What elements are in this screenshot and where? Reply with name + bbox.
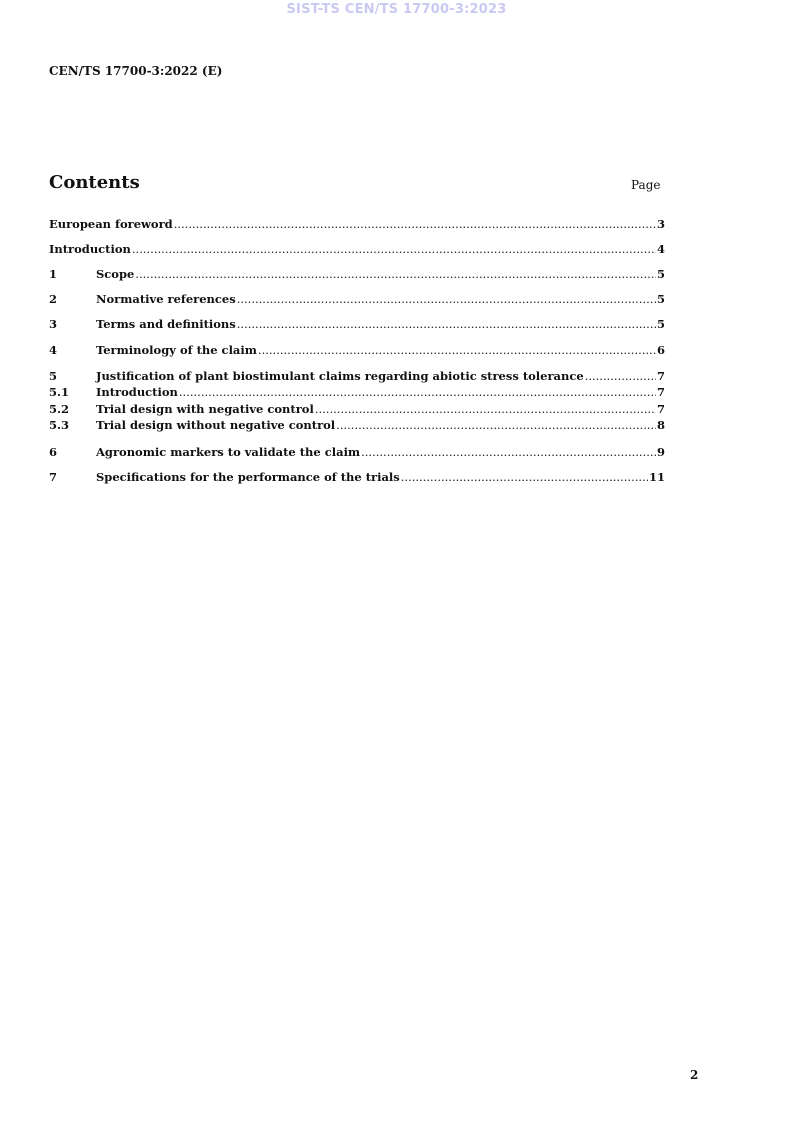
toc-entry-6[interactable]: [49, 444, 665, 460]
toc-entry-3[interactable]: [49, 316, 665, 332]
toc-dot-leader: [361, 444, 656, 460]
toc-entry-number: 5.3: [49, 418, 70, 432]
toc-entry-page: 7: [656, 402, 665, 416]
toc-dot-leader: [237, 291, 656, 307]
toc-entry-number: 5: [49, 369, 58, 383]
toc-entry-page: 9: [656, 445, 665, 459]
toc-entry-number: 1: [49, 267, 58, 281]
toc-dot-leader: [179, 384, 656, 400]
toc-entry-page: 8: [656, 418, 665, 432]
toc-entry-2[interactable]: [49, 291, 665, 307]
watermark-text: SIST-TS CEN/TS 17700-3:2023: [286, 2, 507, 17]
toc-dot-leader: [401, 469, 648, 485]
toc-entry-5-3[interactable]: [49, 417, 665, 433]
toc-entry-7[interactable]: [49, 469, 665, 485]
toc-entry-number: 7: [49, 470, 58, 484]
toc-entry-page: 6: [656, 343, 665, 357]
toc-entry-page: 5: [656, 292, 665, 306]
toc-entry-number: 5.2: [49, 402, 70, 416]
toc-entry-title: Introduction: [49, 242, 131, 256]
toc-entry-title: Specifications for the performance of the trials: [96, 470, 400, 484]
toc-entry-title: Terminology of the claim: [96, 343, 257, 357]
page-number: 2: [690, 1068, 699, 1082]
toc-entry-number: 5.1: [49, 385, 70, 399]
toc-dot-leader: [258, 342, 656, 358]
toc-entry-title: Agronomic markers to validate the claim: [96, 445, 361, 459]
toc-entry-european-foreword[interactable]: [49, 216, 665, 232]
toc-entry-page: 7: [656, 369, 665, 383]
toc-entry-number: 3: [49, 317, 58, 331]
toc-entry-1[interactable]: [49, 266, 665, 282]
toc-entry-title: Scope: [96, 267, 135, 281]
toc-entry-page: 7: [656, 385, 665, 399]
toc-dot-leader: [336, 417, 656, 433]
toc-dot-leader: [585, 368, 656, 384]
toc-entry-4[interactable]: [49, 342, 665, 358]
toc-entry-5-2[interactable]: [49, 401, 665, 417]
document-identifier: CEN/TS 17700-3:2022 (E): [49, 64, 223, 78]
toc-entry-page: 5: [656, 317, 665, 331]
contents-heading: Contents: [49, 172, 140, 193]
toc-entry-number: 2: [49, 292, 58, 306]
toc-entry-title: Trial design without negative control: [96, 418, 336, 432]
toc-dot-leader: [237, 316, 656, 332]
toc-entry-title: Justification of plant biostimulant claims regarding abiotic stress tolerance: [96, 369, 584, 383]
toc-dot-leader: [132, 241, 656, 257]
toc-entry-introduction[interactable]: [49, 241, 665, 257]
toc-entry-title: Introduction: [96, 385, 178, 399]
toc-entry-page: 5: [656, 267, 665, 281]
toc-entry-title: European foreword: [49, 217, 173, 231]
toc-entry-5[interactable]: [49, 368, 665, 384]
toc-entry-title: Trial design with negative control: [96, 402, 314, 416]
toc-entry-page: 4: [656, 242, 665, 256]
toc-dot-leader: [135, 266, 656, 282]
toc-entry-page: 11: [648, 470, 665, 484]
toc-entry-title: Normative references: [96, 292, 236, 306]
toc-dot-leader: [174, 216, 656, 232]
toc-entry-5-1[interactable]: [49, 384, 665, 400]
toc-entry-title: Terms and definitions: [96, 317, 236, 331]
toc-dot-leader: [315, 401, 656, 417]
toc-entry-number: 4: [49, 343, 58, 357]
toc-entry-number: 6: [49, 445, 58, 459]
page-column-label: Page: [631, 178, 661, 192]
toc-entry-page: 3: [656, 217, 665, 231]
